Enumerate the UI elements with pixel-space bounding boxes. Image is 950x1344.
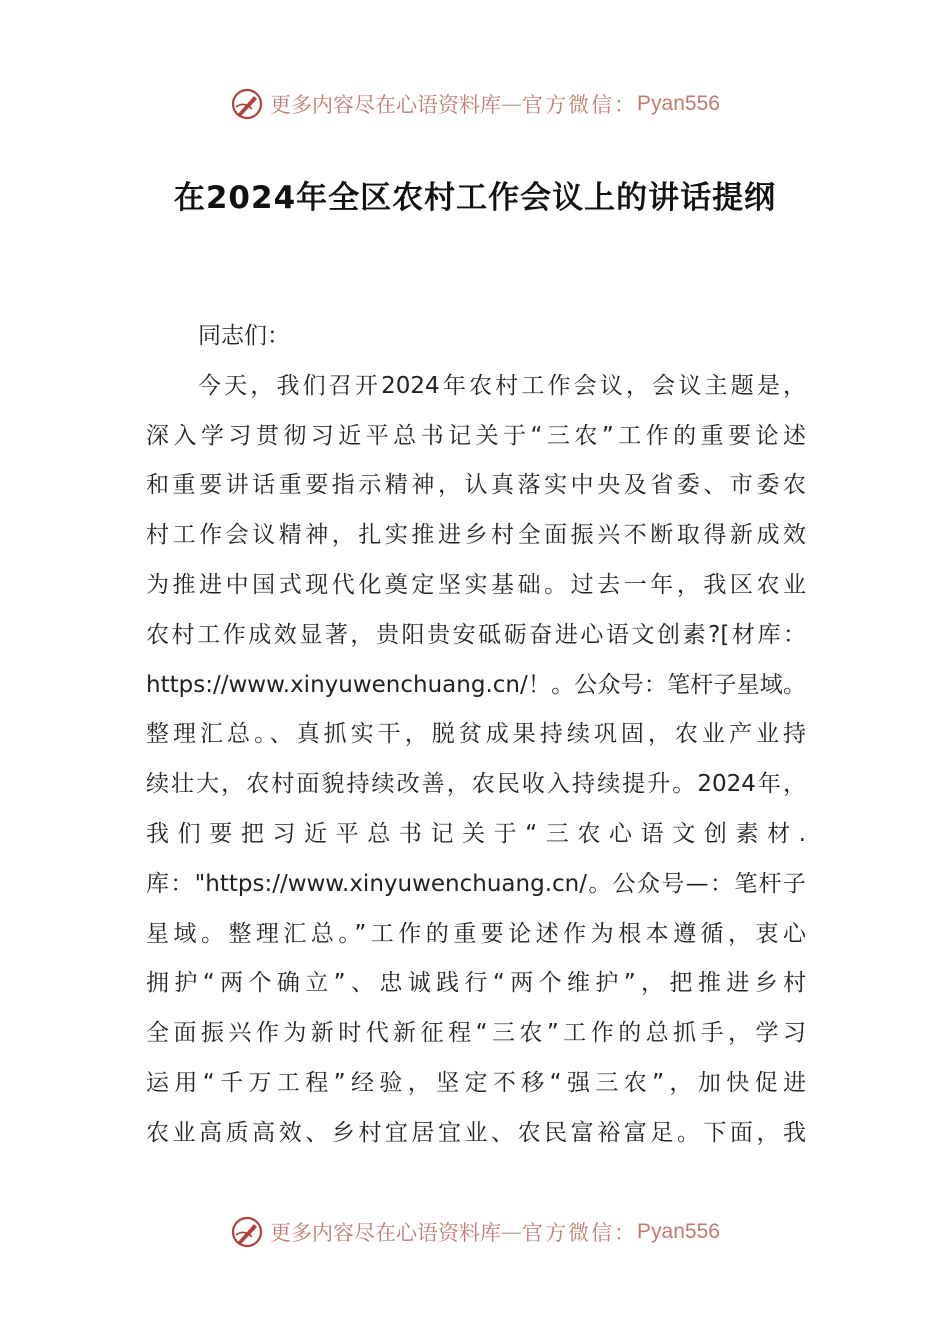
body-line: 库："https://www.xinyuwenchuang.cn/。公众号—：笔杆子	[146, 870, 806, 897]
banner-text: 更多内容尽在心语资料库	[270, 1221, 502, 1245]
footer-banner	[0, 1212, 950, 1252]
banner-wechat-id: Pyan556	[637, 92, 720, 115]
header-banner	[0, 84, 950, 124]
banner-wechat-label: 官方微信：	[522, 93, 638, 117]
body-line: 星域。整理汇总。”工作的重要论述作为根本遵循，衷心	[146, 920, 806, 947]
body-line: 农业高质高效、乡村宜居宜业、农民富裕富足。下面，我	[146, 1119, 806, 1146]
body-line: 农村工作成效显著，贵阳贵安砥砺奋进心语文创素?[材库：	[146, 621, 806, 648]
document-body	[146, 312, 806, 1159]
document-title: 在2024年全区农村工作会议上的讲话提纲	[173, 180, 777, 216]
banner-dash: —	[501, 92, 523, 116]
banner-dash: —	[501, 1220, 523, 1244]
body-line: 为推进中国式现代化奠定坚实基础。过去一年，我区农业	[146, 571, 806, 598]
body-line: 全面振兴作为新时代新征程“三农”工作的总抓手，学习	[146, 1020, 806, 1047]
body-line: 整理汇总。、真抓实干，脱贫成果持续巩固，农业产业持	[146, 721, 806, 748]
body-line: 今天，我们召开2024年农村工作会议，会议主题是，	[198, 372, 806, 399]
body-line: 续壮大，农村面貌持续改善，农民收入持续提升。2024年，	[146, 771, 806, 798]
banner-wechat-id: Pyan556	[637, 1220, 720, 1243]
body-line: 和重要讲话重要指示精神，认真落实中央及省委、市委农	[146, 472, 806, 499]
greeting: 同志们：	[198, 323, 290, 349]
body-line: 运用“千万工程”经验，坚定不移“强三农”，加快促进	[146, 1069, 806, 1096]
body-line: https://www.xinyuwenchuang.cn/！。公众号：笔杆子星域。	[146, 671, 806, 698]
body-line: 深入学习贯彻习近平总书记关于“三农”工作的重要论述	[146, 422, 806, 449]
body-line: 村工作会议精神，扎实推进乡村全面振兴不断取得新成效	[146, 522, 806, 549]
pen-logo-icon	[230, 87, 264, 121]
pen-logo-icon	[230, 1215, 264, 1249]
banner-text: 更多内容尽在心语资料库	[270, 93, 502, 117]
body-line: 我们要把习近平总书记关于“三农心语文创素材.	[146, 820, 806, 847]
body-line: 拥护“两个确立”、忠诚践行“两个维护”，把推进乡村	[146, 970, 806, 997]
banner-wechat-label: 官方微信：	[522, 1221, 638, 1245]
